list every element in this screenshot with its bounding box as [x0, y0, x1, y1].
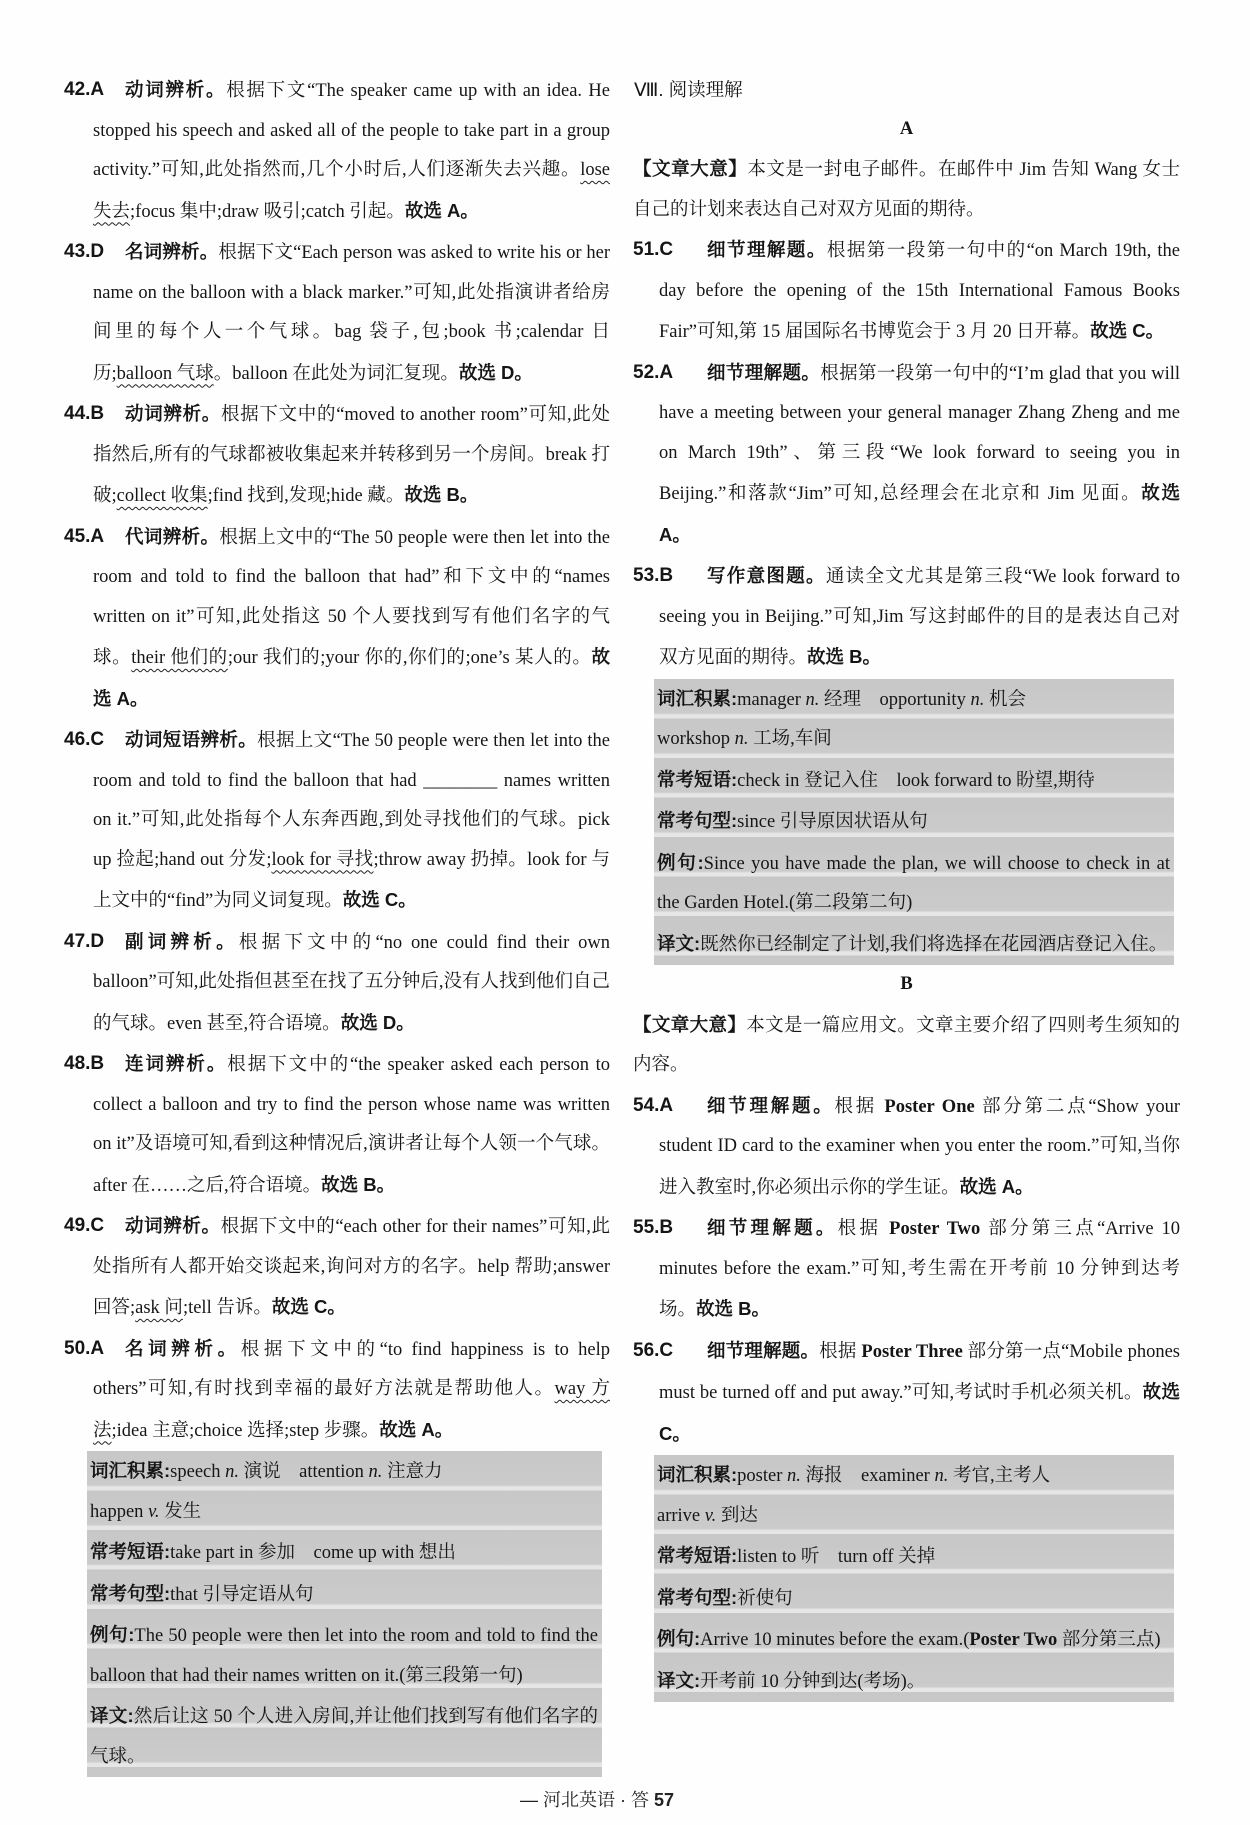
bold-label: 故选 B。 [696, 1298, 771, 1319]
part-of-speech: n. [970, 689, 985, 710]
part-of-speech: v. [704, 1505, 717, 1526]
notes-line [657, 760, 1170, 802]
text-run: 然后让这 50 个人进入房间,并让他们找到写有他们名字的气球。 [90, 1707, 598, 1767]
answer-number: 54.A [633, 1094, 674, 1116]
answer-explanation [93, 720, 610, 922]
answer-underline: their 他们的 [131, 648, 228, 668]
bold-term: Poster Two [969, 1630, 1058, 1650]
vocabulary-notes-box [654, 679, 1174, 966]
bold-label: 词汇积累: [657, 1464, 738, 1485]
passage-summary [633, 1005, 1180, 1086]
text-run: 部分第一点“Mobile phones must be turned off and put away.”可知,考试时手机必须关机。 [659, 1341, 1180, 1403]
bold-label: 常考句型: [90, 1582, 171, 1604]
text-run: 部分第三点) [1057, 1630, 1161, 1650]
answer-item [633, 353, 1180, 557]
text-run: 根据下文中的“each other for their names”可知,此处指所有人都开始交谈起来,询问对方的名字。help 帮助;answer 回答; [93, 1217, 610, 1318]
text-run: The 50 people were then let into the room and told to find the balloon that had their names written on it.(第三段第一句) [90, 1626, 598, 1686]
text-run: take part in 参加 come up with 想出 [170, 1543, 456, 1563]
text-run: speech [170, 1462, 226, 1482]
bold-label: 细节理解题。 [707, 239, 827, 260]
answer-item [633, 1331, 1180, 1456]
notes-line [657, 1619, 1170, 1661]
answer-explanation [93, 1329, 610, 1452]
notes-line [90, 1532, 598, 1574]
text-run: 部分第三点“Arrive 10 minutes before the exam.”可知,考生需在开考前 10 分钟到达考场。 [659, 1219, 1180, 1320]
bold-label: 故选 C。 [271, 1296, 346, 1317]
answer-number: 45.A [64, 525, 105, 547]
text-run: 注意力 [382, 1462, 443, 1482]
answer-number: 46.C [64, 729, 105, 750]
answer-item [64, 517, 610, 721]
bold-term: Poster Two [889, 1219, 981, 1239]
bold-label: 故选 A。 [404, 199, 479, 221]
answer-number: 49.C [64, 1215, 105, 1236]
bold-label: 故选 A。 [379, 1418, 454, 1440]
answer-number: 56.C [633, 1339, 674, 1361]
answer-number: 43.D [64, 241, 105, 262]
bold-label: 细节理解题。 [707, 1217, 838, 1238]
bold-label: 故选 D。 [340, 1011, 415, 1033]
text-run: 既然你已经制定了计划,我们将选择在花园酒店登记入住。 [700, 934, 1168, 955]
notes-line [657, 843, 1170, 924]
notes-line [657, 801, 1170, 843]
answer-underline: look for 寻找 [271, 849, 374, 870]
text-run: 工场,车间 [748, 729, 832, 749]
text-run: Arrive 10 minutes before the exam.( [700, 1630, 970, 1650]
bold-label: 故选 B。 [321, 1173, 396, 1195]
text-run: listen to 听 turn off 关掉 [737, 1547, 936, 1567]
vocabulary-notes-box [654, 1455, 1174, 1702]
answer-item [64, 922, 610, 1045]
answer-explanation [93, 922, 610, 1045]
answer-explanation [659, 353, 1180, 557]
answer-explanation [659, 1086, 1180, 1209]
bold-label: 故选 A。 [93, 646, 610, 709]
bold-label: 细节理解题。 [707, 361, 821, 383]
notes-line [657, 1455, 1170, 1497]
notes-line [657, 679, 1170, 721]
text-run: ;tell 告诉。 [182, 1298, 272, 1318]
text-run: 部分第二点“Show your student ID card to the examiner when you enter the room.”可知,当你进入教室时,你必须出示你的学生证。 [659, 1096, 1180, 1198]
text-run: 根据下文中的“moved to another room”可知,此处指然后,所有的气球都被收集起来并转移到另一个房间。break 打破; [93, 405, 610, 506]
answer-item [64, 720, 610, 922]
footer-label: — 河北英语 · 答 [520, 1790, 654, 1810]
bold-label: 名词辨析。 [125, 1337, 241, 1359]
part-of-speech: n. [805, 689, 820, 710]
part-of-speech: n. [787, 1466, 801, 1486]
text-run: workshop [657, 729, 735, 749]
text-run: Since you have made the plan, we will choose to check in at the Garden Hotel.(第二段第二句) [657, 853, 1170, 913]
bold-label: 词汇积累: [90, 1460, 171, 1481]
text-run: 根据第一段第一句中的“I’m glad that you will have a meeting between your general manager Zhang Zheng and me on March 19th”、第三段“We look forward to seeing you in Beijing.”和落款“Jim”可知,总经理会在北京和 Jim 见面。 [659, 363, 1180, 504]
page-footer [520, 1788, 674, 1812]
bold-label: 故选 C。 [342, 889, 417, 910]
answer-item [64, 1206, 610, 1329]
bold-label: 副词辨析。 [125, 930, 239, 952]
answer-number: 44.B [64, 403, 105, 424]
answer-number: 55.B [633, 1217, 674, 1238]
section-heading: Ⅷ. 阅读理解 [634, 79, 743, 100]
bold-label: 动词辨析。 [125, 1215, 221, 1236]
text-run: 本文是一篇应用文。文章主要介绍了四则考生须知的内容。 [633, 1015, 1180, 1075]
bold-label: 常考短语: [657, 768, 738, 790]
text-run: 祈使句 [737, 1588, 793, 1609]
answer-explanation [659, 230, 1180, 353]
bold-label: 故选 D。 [458, 361, 533, 383]
text-run: 机会 [984, 689, 1026, 710]
bold-label: 动词短语辨析。 [125, 729, 258, 750]
notes-line [657, 720, 1170, 760]
bold-label: 译文: [657, 932, 701, 954]
bold-label: 常考句型: [657, 1586, 738, 1608]
answer-number: 42.A [64, 79, 105, 100]
text-run: 根据下文中的“to find happiness is to help others”可知,有时找到幸福的最好方法就是帮助他人。 [93, 1339, 610, 1399]
notes-line [90, 1451, 598, 1493]
notes-line [90, 1574, 598, 1616]
bold-label: 写作意图题。 [707, 565, 826, 586]
answer-item [64, 394, 610, 517]
bold-label: 译文: [657, 1669, 701, 1691]
answer-item [64, 232, 610, 394]
text-run: 本文是一封电子邮件。在邮件中 Jim 告知 Wang 女士自己的计划来表达自己对双方见面的期待。 [633, 160, 1180, 220]
text-run: 考官,主考人 [948, 1466, 1051, 1486]
text-run: 根据 [834, 1096, 885, 1117]
answer-underline: lose 失去 [93, 160, 610, 222]
answer-item [64, 70, 610, 232]
text-run: ;idea 主意;choice 选择;step 步骤。 [111, 1420, 380, 1441]
bold-label: 故选 A。 [959, 1175, 1034, 1197]
text-run: 根据下文“The speaker came up with an idea. He stopped his speech and asked all of the people to take part in a group activity.”可知,此处指然而,几个小时后,人们逐渐失去兴趣。 [93, 81, 610, 180]
text-run: 通读全文尤其是第三段“We look forward to seeing you in Beijing.”可知,Jim 写这封邮件的目的是表达自己对双方见面的期待。 [659, 567, 1180, 668]
answer-explanation [93, 394, 610, 517]
bold-label: 【文章大意】 [633, 1013, 747, 1035]
notes-line [90, 1493, 598, 1533]
part-of-speech: n. [934, 1466, 949, 1486]
bold-label: 常考短语: [90, 1541, 171, 1562]
bold-term: Poster One [884, 1096, 975, 1117]
text-run: 根据下文“Each person was asked to write his or her name on the balloon with a black marker.”可知,此处指演讲者给房间里的每个人一个气球。bag 袋子,包;book 书;calendar 日历; [93, 243, 610, 384]
answer-explanation [93, 70, 610, 232]
answer-explanation [659, 1208, 1180, 1331]
answer-item [633, 230, 1180, 353]
passage-letter: B [900, 974, 913, 994]
answer-number: 47.D [64, 930, 105, 952]
bold-label: 故选 C。 [1090, 320, 1165, 341]
bold-label: 名词辨析。 [125, 241, 219, 262]
passage-summary [633, 149, 1180, 230]
notes-line [657, 1497, 1170, 1537]
answer-item [64, 1329, 610, 1452]
text-run: ;throw away 扔掉。look for 与上文中的“find”为同义词复现。 [93, 849, 610, 911]
text-run: 根据 [837, 1219, 890, 1239]
answer-explanation [93, 517, 610, 721]
notes-line [657, 1578, 1170, 1620]
left-column [64, 70, 610, 1777]
text-run: ;our 我们的;your 你的,你们的;one’s 某人的。 [227, 648, 592, 668]
bold-label: 例句: [90, 1624, 135, 1645]
answer-explanation [93, 1206, 610, 1329]
bold-label: 代词辨析。 [125, 525, 220, 547]
answer-item [633, 556, 1180, 679]
answer-underline: way 方法 [93, 1379, 610, 1441]
text-run: 发生 [159, 1501, 202, 1522]
part-of-speech: n. [368, 1462, 383, 1482]
part-of-speech: n. [225, 1462, 240, 1482]
passage-letter: A [899, 118, 914, 139]
notes-line [90, 1696, 598, 1777]
bold-label: 细节理解题。 [707, 1094, 835, 1116]
answer-underline: collect 收集 [116, 486, 208, 506]
answer-underline: ask 问 [135, 1298, 183, 1318]
notes-line [657, 924, 1170, 966]
text-run: 根据 [819, 1341, 862, 1362]
text-run: poster [737, 1466, 788, 1486]
bold-term: Poster Three [861, 1341, 963, 1362]
notes-line [657, 1661, 1170, 1703]
answer-number: 50.A [64, 1337, 105, 1359]
text-run: since 引导原因状语从句 [737, 812, 928, 832]
text-run: arrive [657, 1505, 705, 1526]
bold-label: 【文章大意】 [633, 158, 748, 179]
answer-item [64, 1044, 610, 1206]
answer-explanation [93, 232, 610, 394]
bold-label: 例句: [657, 851, 704, 873]
answer-item [633, 1086, 1180, 1209]
answer-explanation [659, 556, 1180, 679]
answer-number: 48.B [64, 1053, 105, 1074]
text-run: happen [90, 1501, 149, 1522]
bold-label: 例句: [657, 1628, 701, 1649]
text-run: 根据上文中的“The 50 people were then let into the room and told to find the balloon that had”和下文中的“names written on it”可知,此处指这 50 个人要找到写有他们名字的气球。 [93, 527, 610, 668]
right-column [633, 70, 1180, 1702]
bold-label: 故选 B。 [807, 646, 882, 667]
notes-line [90, 1615, 598, 1696]
part-of-speech: v. [148, 1501, 160, 1522]
text-run: 根据第一段第一句中的“on March 19th, the day before the opening of the 15th International Famous Books Fair”可知,第 15 届国际名书博览会于 3 月 20 日开幕。 [659, 241, 1180, 342]
bold-label: 译文: [90, 1705, 134, 1726]
text-run: 到达 [716, 1505, 758, 1526]
text-run: that 引导定语从句 [170, 1584, 314, 1605]
answer-item [633, 1208, 1180, 1331]
text-run: 根据上文“The 50 people were then let into the room and told to find the balloon that had ________ names written on it.”可知,此处指每个人东奔西跑,到处寻找他们的气球。pick up 捡起;hand out 分发; [93, 731, 610, 870]
text-run: 根据下文中的“the speaker asked each person to collect a balloon and try to find the person whose name was written on it”及语境可知,看到这种情况后,演讲者让每个人领一个气球。after 在……之后,符合语境。 [93, 1055, 610, 1196]
bold-label: 连词辨析。 [125, 1053, 228, 1074]
answer-explanation [93, 1044, 610, 1206]
bold-label: 常考短语: [657, 1545, 738, 1566]
bold-label: 故选 B。 [404, 484, 479, 505]
bold-label: 动词辨析。 [125, 403, 221, 424]
notes-line [657, 1536, 1170, 1578]
text-run: 海报 examiner [800, 1466, 935, 1486]
text-run: 演说 attention [239, 1462, 369, 1482]
text-run: ;find 找到,发现;hide 藏。 [207, 486, 405, 506]
answer-number: 52.A [633, 361, 674, 383]
answer-explanation [659, 1331, 1180, 1456]
text-run: check in 登记入住 look forward to 盼望,期待 [737, 770, 1095, 791]
bold-label: 故选 C。 [659, 1381, 1180, 1444]
bold-label: 细节理解题。 [707, 1339, 820, 1361]
bold-label: 常考句型: [657, 810, 738, 831]
page-number: 57 [654, 1790, 675, 1810]
text-run: 经理 opportunity [819, 689, 971, 710]
text-run: manager [737, 689, 806, 710]
text-run: 。balloon 在此处为词汇复现。 [213, 363, 459, 384]
answer-underline: balloon 气球 [116, 363, 214, 384]
text-run: 开考前 10 分钟到达(考场)。 [700, 1671, 926, 1692]
part-of-speech: n. [734, 729, 749, 749]
bold-label: 故选 A。 [659, 482, 1180, 545]
answer-number: 53.B [633, 565, 674, 586]
bold-label: 词汇积累: [657, 687, 738, 709]
bold-label: 动词辨析。 [125, 79, 227, 100]
text-run: ;focus 集中;draw 吸引;catch 引起。 [130, 201, 405, 222]
vocabulary-notes-box [87, 1451, 602, 1777]
text-run: 根据下文中的“no one could find their own balloon”可知,此处指但甚至在找了五分钟后,没有人找到他们自己的气球。even 甚至,符合语境。 [93, 932, 610, 1034]
answer-number: 51.C [633, 239, 674, 260]
